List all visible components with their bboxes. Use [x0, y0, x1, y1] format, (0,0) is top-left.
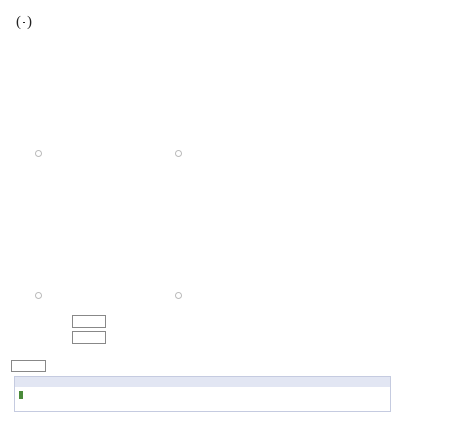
period-input[interactable] — [72, 331, 106, 344]
graph-option-c[interactable] — [30, 173, 170, 301]
stretching-factor-input[interactable] — [72, 315, 106, 328]
fraction-numerator — [23, 22, 25, 23]
graph-a-radio[interactable] — [35, 150, 42, 157]
right-paren: ) — [27, 14, 32, 30]
graph-option-a[interactable] — [30, 33, 170, 161]
left-paren: ( — [16, 14, 21, 30]
example-video-link[interactable] — [15, 395, 390, 399]
asymptotes-input[interactable] — [11, 360, 46, 372]
video-icon — [19, 395, 23, 399]
graph-c-radio[interactable] — [35, 292, 42, 299]
function-expression — [14, 16, 32, 28]
graph-d-radio[interactable] — [175, 292, 182, 299]
graph-b-plot — [170, 33, 310, 161]
graph-option-d[interactable] — [170, 173, 310, 301]
additional-materials-title — [15, 377, 390, 387]
graph-c-plot — [30, 173, 170, 301]
graph-option-b[interactable] — [170, 33, 310, 161]
graph-a-plot — [30, 33, 170, 161]
fraction — [23, 22, 25, 23]
graph-d-plot — [170, 173, 310, 301]
additional-materials-box — [14, 376, 391, 412]
graph-b-radio[interactable] — [175, 150, 182, 157]
